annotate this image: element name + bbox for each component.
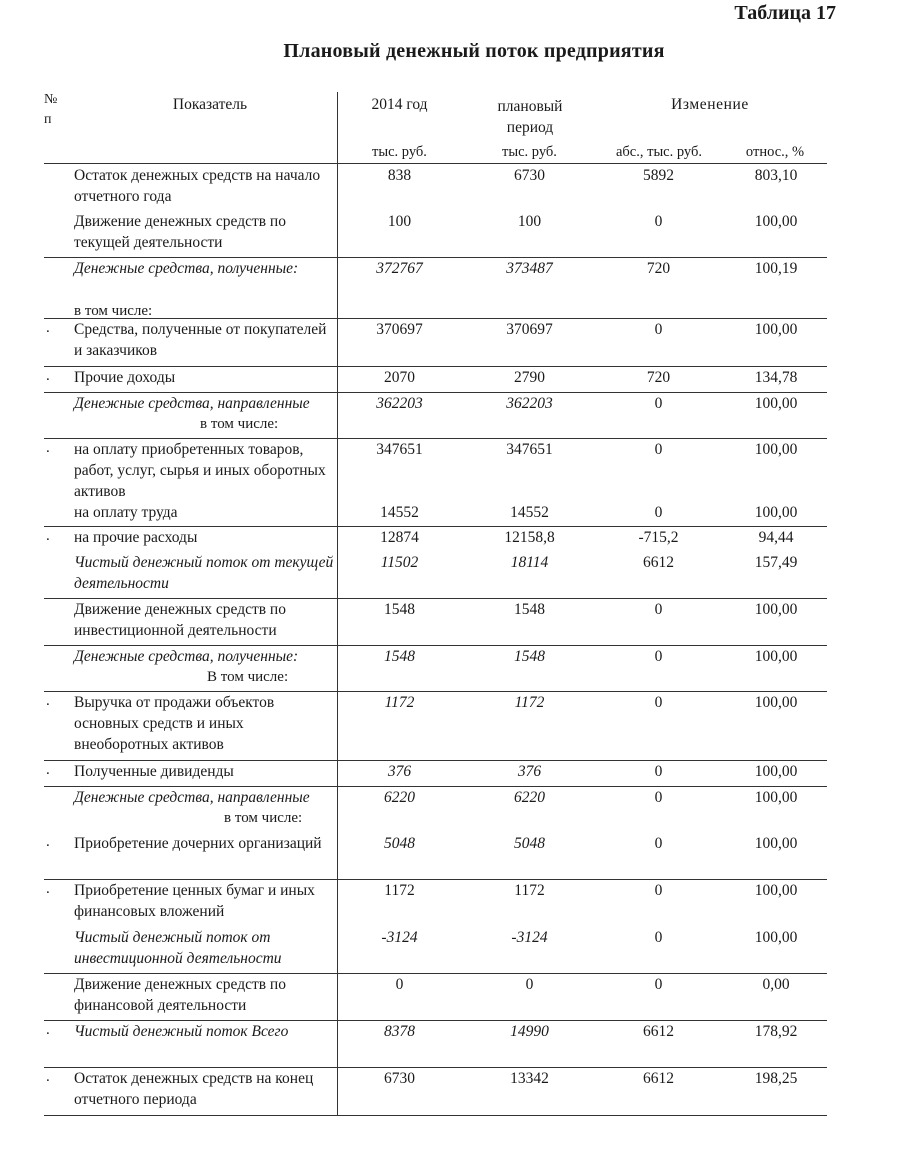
- indicator-header: Показатель: [172, 96, 248, 113]
- value-rel-change: 100,00: [754, 929, 798, 946]
- table-row: [44, 1067, 827, 1115]
- value-plan: 13342: [510, 1070, 549, 1087]
- value-plan: 376: [517, 763, 542, 780]
- table-row: [44, 551, 827, 599]
- row-label: Приобретение ценных бумаг и иных финансовых вложений: [74, 882, 315, 920]
- value-rel-change: 100,19: [754, 260, 798, 277]
- value-rel-change: 100,00: [754, 882, 798, 899]
- table-row: [44, 257, 827, 319]
- value-2014: 362203: [376, 395, 423, 412]
- value-plan: 362203: [506, 395, 553, 412]
- row-label: Чистый денежный поток Всего: [74, 1023, 289, 1040]
- row-label: Средства, полученные от покупателей и заказчиков: [74, 321, 327, 359]
- value-rel-change: 94,44: [758, 529, 794, 546]
- value-abs-change: 720: [646, 260, 671, 277]
- value-abs-change: 0: [654, 441, 663, 458]
- row-number-header: №: [44, 92, 58, 107]
- value-abs-change: 0: [654, 504, 663, 521]
- value-2014: 1548: [384, 601, 415, 618]
- year-2014-header: 2014 год: [371, 96, 428, 113]
- value-abs-change: 6612: [643, 1070, 674, 1087]
- table-row: [44, 526, 827, 551]
- value-2014: 1172: [384, 694, 415, 711]
- value-abs-change: 0: [654, 763, 663, 780]
- value-abs-change: 5892: [643, 167, 674, 184]
- value-2014: 6220: [384, 789, 415, 806]
- value-rel-change: 100,00: [754, 213, 798, 230]
- value-2014: 6730: [384, 1070, 415, 1087]
- row-label: Денежные средства, направленные: [74, 395, 310, 412]
- value-plan: 0: [525, 976, 534, 993]
- value-rel-change: 100,00: [754, 441, 798, 458]
- row-label: Полученные дивиденды: [74, 763, 234, 780]
- value-abs-change: 0: [654, 321, 663, 338]
- value-rel-change: 134,78: [754, 369, 798, 386]
- table-row: [44, 973, 827, 1021]
- value-rel-change: 157,49: [754, 554, 798, 571]
- value-2014: 11502: [380, 554, 419, 571]
- table-row: [44, 392, 827, 439]
- value-rel-change: 100,00: [754, 694, 798, 711]
- value-abs-change: 0: [654, 601, 663, 618]
- value-plan: 18114: [510, 554, 549, 571]
- value-abs-change: 0: [654, 648, 663, 665]
- value-plan: 100: [517, 213, 542, 230]
- value-plan: 2790: [514, 369, 545, 386]
- value-plan: 12158,8: [504, 529, 555, 546]
- value-2014: 347651: [376, 441, 423, 458]
- value-rel-change: 100,00: [754, 601, 798, 618]
- table-row: [44, 832, 827, 880]
- row-label: Чистый денежный поток от инвестиционной деятельности: [74, 929, 282, 967]
- table-row: [44, 164, 827, 210]
- value-2014: 838: [387, 167, 412, 184]
- unit-rel-change: относ., %: [745, 144, 805, 160]
- value-rel-change: 178,92: [754, 1023, 798, 1040]
- value-2014: 2070: [384, 369, 415, 386]
- value-abs-change: 720: [646, 369, 671, 386]
- row-marker: .: [46, 834, 50, 850]
- table-bottom-border: [44, 1115, 827, 1116]
- value-abs-change: 0: [654, 395, 663, 412]
- value-plan: 14990: [510, 1023, 549, 1040]
- value-2014: 14552: [380, 504, 419, 521]
- value-plan: 1172: [514, 694, 545, 711]
- value-rel-change: 0,00: [762, 976, 790, 993]
- row-label: на оплату приобретенных товаров, работ, услуг, сырья и иных оборотных активов: [74, 441, 326, 500]
- table-row: [44, 926, 827, 974]
- row-number-header-sub: п: [44, 112, 52, 127]
- row-label: Денежные средства, полученные:: [74, 648, 299, 665]
- row-sublabel: в том числе:: [224, 810, 303, 826]
- value-abs-change: 6612: [643, 1023, 674, 1040]
- row-label: Чистый денежный поток от текущей деятельности: [74, 554, 334, 592]
- value-plan: -3124: [511, 929, 548, 946]
- row-label: Движение денежных средств по финансовой деятельности: [74, 976, 286, 1014]
- value-rel-change: 100,00: [754, 504, 798, 521]
- value-2014: 8378: [384, 1023, 415, 1040]
- value-plan: 1548: [514, 648, 545, 665]
- table-row: [44, 598, 827, 646]
- unit-plan: тыс. руб.: [502, 144, 557, 160]
- table-row: [44, 318, 827, 367]
- value-2014: 100: [387, 213, 412, 230]
- unit-abs-change: абс., тыс. руб.: [615, 144, 702, 160]
- table-row: [44, 1020, 827, 1068]
- value-plan: 1548: [514, 601, 545, 618]
- value-plan: 6220: [514, 789, 545, 806]
- value-abs-change: -715,2: [638, 529, 679, 546]
- value-plan: 6730: [514, 167, 545, 184]
- table-row: [44, 879, 827, 926]
- row-marker: .: [46, 320, 50, 336]
- row-label: Прочие доходы: [74, 369, 176, 386]
- row-marker: .: [46, 528, 50, 544]
- value-abs-change: 0: [654, 789, 663, 806]
- value-plan: 373487: [506, 260, 553, 277]
- value-rel-change: 100,00: [754, 648, 798, 665]
- row-label: Денежные средства, направленные: [74, 789, 310, 806]
- table-row: [44, 501, 827, 527]
- value-abs-change: 0: [654, 929, 663, 946]
- value-rel-change: 803,10: [754, 167, 798, 184]
- row-label: на оплату труда: [74, 504, 178, 521]
- value-rel-change: 100,00: [754, 321, 798, 338]
- value-abs-change: 0: [654, 213, 663, 230]
- row-marker: .: [46, 368, 50, 384]
- row-label: Выручка от продажи объектов основных средств и иных внеоборотных активов: [74, 694, 275, 753]
- value-2014: 5048: [384, 835, 415, 852]
- table-row: [44, 691, 827, 761]
- row-label: Приобретение дочерних организаций: [74, 835, 322, 852]
- row-marker: .: [46, 1022, 50, 1038]
- row-label: Движение денежных средств по инвестиционной деятельности: [74, 601, 286, 639]
- value-plan: 14552: [510, 504, 549, 521]
- plan-period-header: плановый период: [497, 98, 563, 136]
- value-abs-change: 0: [654, 694, 663, 711]
- table-row: [44, 786, 827, 832]
- value-plan: 1172: [514, 882, 545, 899]
- row-marker: .: [46, 1069, 50, 1085]
- value-plan: 370697: [506, 321, 553, 338]
- value-rel-change: 100,00: [754, 395, 798, 412]
- value-rel-change: 198,25: [754, 1070, 798, 1087]
- table-number-label: Таблица 17: [734, 2, 836, 24]
- value-2014: 1548: [384, 648, 415, 665]
- value-abs-change: 0: [654, 835, 663, 852]
- value-abs-change: 6612: [643, 554, 674, 571]
- unit-2014: тыс. руб.: [372, 144, 427, 160]
- row-label: Денежные средства, полученные:: [74, 260, 299, 277]
- value-rel-change: 100,00: [754, 789, 798, 806]
- table-row: [44, 438, 827, 501]
- row-sublabel: в том числе:: [74, 303, 153, 319]
- value-2014: 0: [395, 976, 404, 993]
- table-row: [44, 760, 827, 787]
- value-2014: 12874: [380, 529, 419, 546]
- value-2014: 370697: [376, 321, 423, 338]
- row-label: Движение денежных средств по текущей деятельности: [74, 213, 286, 251]
- value-rel-change: 100,00: [754, 763, 798, 780]
- row-marker: .: [46, 440, 50, 456]
- row-marker: .: [46, 762, 50, 778]
- value-abs-change: 0: [654, 882, 663, 899]
- value-abs-change: 0: [654, 976, 663, 993]
- value-plan: 347651: [506, 441, 553, 458]
- row-label: Остаток денежных средств на конец отчетного периода: [74, 1070, 314, 1108]
- row-marker: .: [46, 693, 50, 709]
- row-marker: .: [46, 881, 50, 897]
- row-label: на прочие расходы: [74, 529, 198, 546]
- value-2014: 1172: [384, 882, 415, 899]
- value-2014: -3124: [381, 929, 418, 946]
- row-label: Остаток денежных средств на начало отчетного года: [74, 167, 321, 205]
- change-header: Изменение: [671, 96, 749, 113]
- page-title: Плановый денежный поток предприятия: [283, 40, 665, 62]
- table-row: [44, 645, 827, 692]
- table-row: [44, 210, 827, 258]
- row-sublabel: в том числе:: [200, 416, 279, 432]
- table-row: [44, 366, 827, 393]
- row-sublabel: В том числе:: [207, 669, 289, 685]
- value-rel-change: 100,00: [754, 835, 798, 852]
- value-2014: 372767: [376, 260, 423, 277]
- value-2014: 376: [387, 763, 412, 780]
- value-plan: 5048: [514, 835, 545, 852]
